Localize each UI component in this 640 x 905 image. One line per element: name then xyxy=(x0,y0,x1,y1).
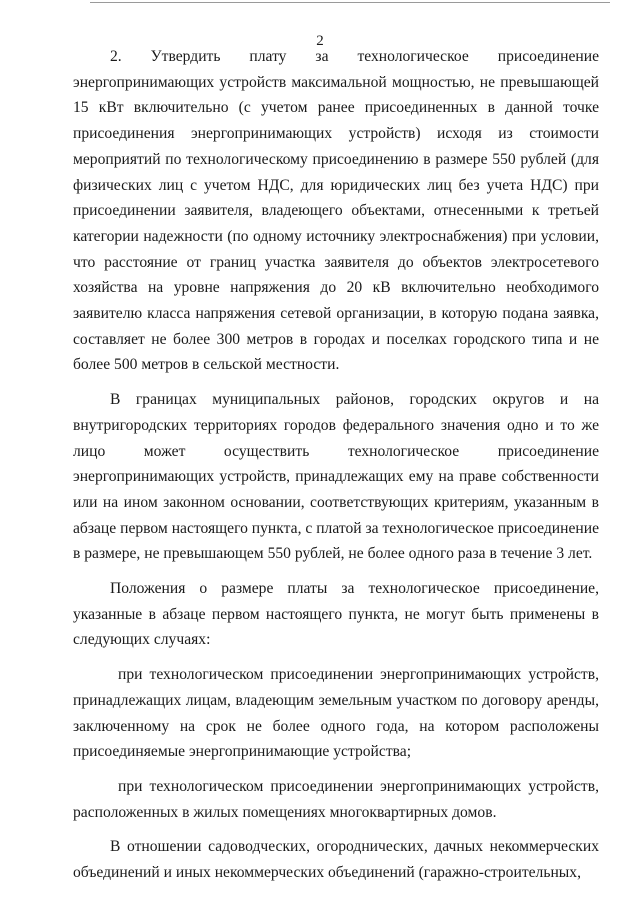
paragraph-item-2: 2. Утвердить плату за технологическое присоединение энергопринимающих устройств максимальной мощностью, не превышающей 15 кВт включительно (с учетом ранее присоединенных в данной точке присоединения энергопринимающих устройств) исходя из стоимости мероприятий по технологическому присоединению в размере 550 рублей (для физических лиц с учетом НДС, для юридических лиц без учета НДС) при присоединении заявителя, владеющего объектами, отнесенными к третьей категории надежности (по одному источнику электроснабжения) при условии, что расстояние от границ участка заявителя до объектов электросетевого хозяйства на уровне напряжения до 20 кВ включительно необходимого заявителю класса напряжения сетевой организации, в которую подана заявка, составляет не более 300 метров в городах и поселках городского типа и не более 500 метров в сельской местности. xyxy=(73,48,599,374)
paragraph-exceptions-intro: Положения о размере платы за технологическое присоединение, указанные в абзаце первом настоящего пункта, не могут быть применены в следующих случаях: xyxy=(73,580,599,649)
scan-top-edge-line xyxy=(90,2,610,3)
document-body xyxy=(73,44,599,886)
paragraph-nonprofit-associations: В отношении садоводческих, огороднических, дачных некоммерческих объединений и иных некоммерческих объединений (гаражно-строительных, xyxy=(73,838,599,882)
paragraph-exception-apartments: при технологическом присоединении энергопринимающих устройств, расположенных в жилых помещениях многоквартирных домов. xyxy=(73,777,599,821)
page-number: 2 xyxy=(316,33,324,49)
paragraph-exception-lease: при технологическом присоединении энергопринимающих устройств, принадлежащих лицам, владеющим земельным участком по договору аренды, заключенному на срок не более одного года, на котором расположены присоединяемые энергопринимающие устройства; xyxy=(73,666,599,761)
paragraph-municipal-limits: В границах муниципальных районов, городских округов и на внутригородских территориях городов федерального значения одно и то же лицо может осуществить технологическое присоединение энергопринимающих устройств, принадлежащих ему на праве собственности или на ином законном основании, соответствующих критериям, указанным в абзаце первом настоящего пункта, с платой за технологическое присоединение в размере, не превышающем 550 рублей, не более одного раза в течение 3 лет. xyxy=(73,391,599,563)
